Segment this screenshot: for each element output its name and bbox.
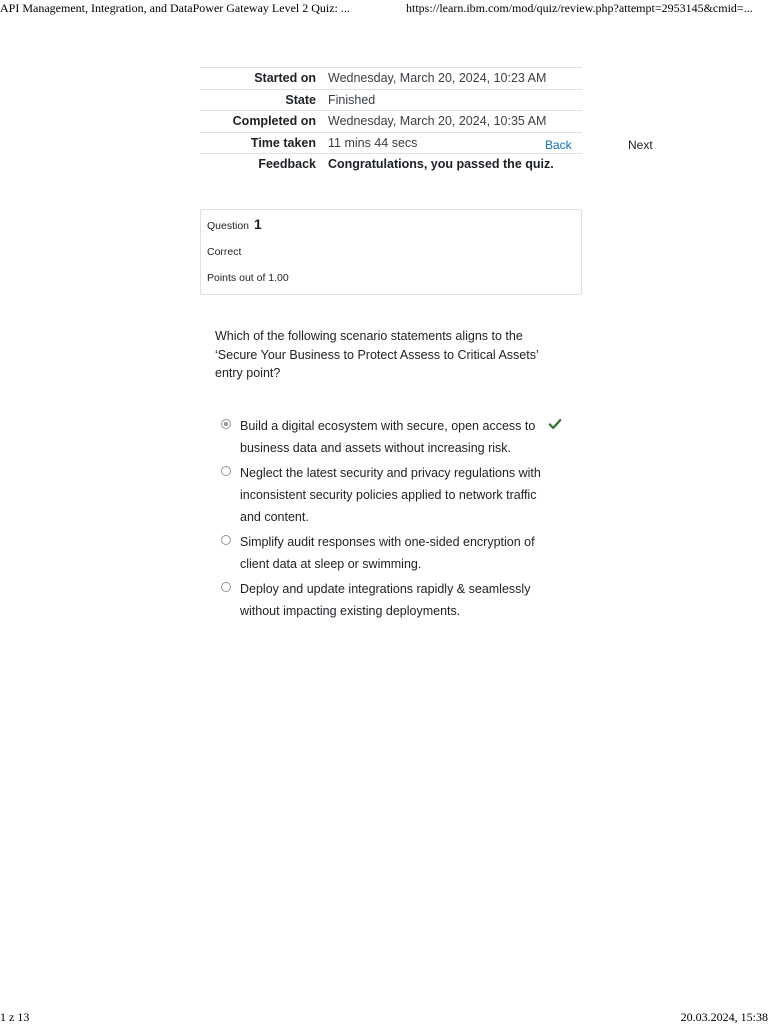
answer-option[interactable] — [218, 462, 578, 528]
radio-button[interactable] — [221, 535, 231, 545]
summary-row-completed — [200, 110, 582, 132]
answer-text: Deploy and update integrations rapidly & seamlessly without impacting existing deployments. — [240, 582, 531, 618]
summary-row-feedback — [200, 153, 582, 175]
radio-button[interactable] — [221, 582, 231, 592]
summary-label: Time taken — [250, 135, 316, 150]
summary-label: Feedback — [258, 157, 316, 172]
radio-button-selected[interactable] — [221, 419, 231, 429]
question-state: Correct — [207, 246, 242, 258]
print-footer-datetime: 20.03.2024, 15:38 — [680, 1010, 768, 1024]
answer-list — [218, 415, 578, 625]
summary-value: Wednesday, March 20, 2024, 10:23 AM — [328, 71, 547, 86]
summary-value: Finished — [328, 92, 376, 107]
print-footer-page: 1 z 13 — [0, 1010, 30, 1024]
question-number-value: 1 — [253, 216, 262, 232]
back-link[interactable]: Back — [545, 138, 572, 152]
summary-label: Started on — [254, 71, 316, 86]
summary-row-state — [200, 89, 582, 111]
answer-text: Simplify audit responses with one-sided encryption of client data at sleep or swimming. — [240, 535, 535, 571]
summary-value: 11 mins 44 secs — [328, 135, 418, 150]
quiz-summary-table — [200, 67, 582, 175]
question-number — [207, 216, 262, 232]
check-icon — [548, 417, 562, 431]
summary-value: Wednesday, March 20, 2024, 10:35 AM — [328, 114, 547, 129]
question-text: Which of the following scenario statements aligns to the ‘Secure Your Business to Protect Assess to Critical Assets’ entry point? — [215, 329, 539, 380]
answer-option[interactable] — [218, 531, 578, 575]
question-grade: Points out of 1.00 — [207, 272, 289, 284]
print-header-url: https://learn.ibm.com/mod/quiz/review.php?attempt=2953145&cmid=... — [406, 1, 753, 15]
answer-option[interactable] — [218, 578, 578, 622]
summary-row-started — [200, 67, 582, 89]
answer-text: Neglect the latest security and privacy regulations with inconsistent security policies applied to network traffic and content. — [240, 466, 541, 524]
summary-label: State — [285, 92, 316, 107]
question-info-box — [200, 209, 582, 295]
summary-value: Congratulations, you passed the quiz. — [328, 157, 554, 172]
answer-option[interactable] — [218, 415, 578, 459]
answer-text: Build a digital ecosystem with secure, open access to business data and assets without increasing risk. — [240, 419, 536, 455]
next-button[interactable]: Next — [628, 138, 653, 152]
radio-button[interactable] — [221, 466, 231, 476]
summary-label: Completed on — [232, 114, 316, 129]
summary-row-time-taken — [200, 132, 582, 154]
print-header-title: API Management, Integration, and DataPower Gateway Level 2 Quiz: ... — [0, 1, 350, 15]
question-prefix: Question — [207, 220, 250, 232]
